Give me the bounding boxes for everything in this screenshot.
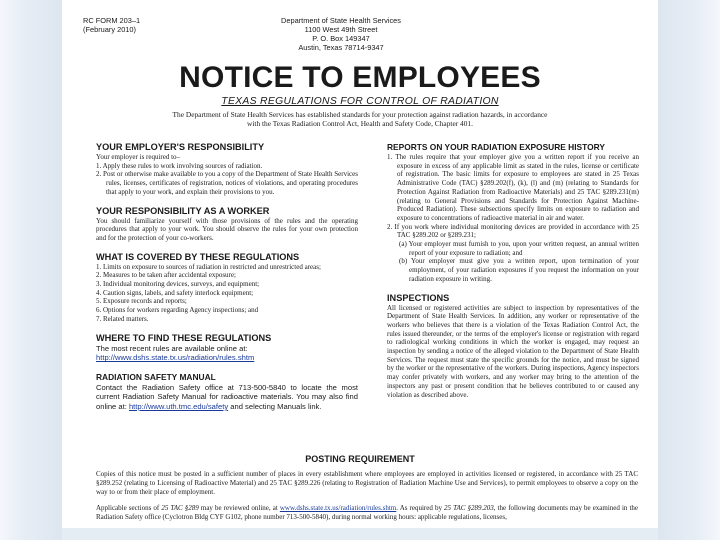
review-text-c: may be reviewed online, at [200,504,278,512]
manual-heading: RADIATION SAFETY MANUAL [96,371,216,382]
form-date: (February 2010) [83,25,136,34]
manual-url-link[interactable]: http://www.uth.tmc.edu/safety [128,401,229,411]
agency-address [266,16,416,52]
agency-name: Department of State Health Services [281,16,401,25]
document-title: NOTICE TO EMPLOYEES [179,61,541,94]
reports-list [387,153,639,240]
covered-item: 4. Caution signs, labels, and safety interlock equipment; [96,288,254,297]
manual-text-lead: Contact the Radiation Safety office at 713-500-5840 to locate the most current Radiation Safety Manual for radioactive materials. You may also find online at: [96,382,358,411]
covered-item: 3. Individual monitoring devices, surveys, and equipment; [96,280,260,289]
slide-frame-left [0,0,62,540]
inspections-heading: INSPECTIONS [387,292,450,303]
agency-street: 1100 West 49th Street [304,25,378,34]
posting-text: Copies of this notice must be posted in a sufficient number of places in every establishment where employees are employed in activities licensed or registered, in accordance with 25 TAC §289.252 (relating to Licensing of Radioactive Material) and 25 TAC §289.226 (relating to Registration of Radiation Machine Use and Services), to permit employees to observe a copy on the way to or from their place of employment. [96,470,638,496]
covered-list [96,263,358,324]
notice-document [80,12,640,540]
right-column [387,142,639,399]
posting-heading: POSTING REQUIREMENT [305,454,415,464]
reports-subitem: (b) Your employer must give you a written report, upon termination of your employment, of your radiation exposures if you request the information on your radiation exposure in writing. [399,257,639,283]
inspections-text: All licensed or registered activities are subject to inspection by representatives of the Department of State Health Services. In addition, any worker or representative of the workers who believes that there is a violation of the Texas Radiation Control Act, the rules issued thereunder, or the terms of the employer's license or registration with regard to radiological working conditions in which the worker is engaged, may request an inspection by sending a notice of the alleged violation to the Department of State Health Services. The request must state the specific grounds for the notice, and must be signed by the worker or the representative of the workers. During inspections, Agency inspectors may confer privately with workers, and any worker may bring to the attention of the inspectors any past or present condition that he believes contributed to or caused any violation as described above. [387,303,639,399]
covered-item: 7. Related matters. [96,314,149,323]
reports-subitem: (a) Your employer must furnish to you, upon your written request, an annual written report of your exposure to radiation; and [399,240,639,257]
manual-text [96,383,358,412]
where-heading: WHERE TO FIND THESE REGULATIONS [96,332,272,343]
posting-review-text [96,504,638,522]
review-text-b: 25 TAC §289 [161,504,199,512]
employer-lead: Your employer is required to– [96,153,181,161]
agency-city: Austin, Texas 78714-9347 [298,43,384,52]
covered-item: 5. Exposure records and reports; [96,297,187,306]
covered-item: 2. Measures to be taken after accidental exposure; [96,271,236,280]
agency-pobox: P. O. Box 149347 [312,34,370,43]
left-column [96,142,358,412]
review-url-link[interactable]: www.dshs.state.tx.us/radiation/rules.shtm [279,504,397,512]
slide-frame-right [658,0,720,540]
covered-heading: WHAT IS COVERED BY THESE REGULATIONS [96,251,300,262]
review-text-d: . As required by [396,504,442,512]
manual-text-tail: and selecting Manuals link. [230,401,322,411]
intro-paragraph: The Department of State Health Services has established standards for your protection against radiation hazards, in accordance with the Texas Radiation Control Act, Health and Safety Code, Chapter 401. [172,110,548,129]
where-text: The most recent rules are available online at: [96,343,248,353]
review-text-e: 25 TAC §289.203 [444,504,494,512]
reports-heading: REPORTS ON YOUR RADIATION EXPOSURE HISTORY [387,142,605,152]
employer-item: 2. Post or otherwise make available to you a copy of the Department of State Health Services rules, licenses, certificates of registration, notices of violations, and operating procedures that apply to your work, and explain their provisions to you. [96,170,358,196]
review-text-f: , the following documents may be examined in the Radiation Safety office (Cyclotron Bldg CYF G102, phone number 713-500-5840), during normal working hours: applicable regulations, licenses, [96,504,639,521]
document-subtitle: TEXAS REGULATIONS FOR CONTROL OF RADIATION [221,96,499,107]
reports-item: 2. If you work where individual monitoring devices are provided in accordance with 25 TAC §289.202 or §289.231; [387,222,639,240]
rules-url-link[interactable]: http://www.dshs.state.tx.us/radiation/rules.shtm [96,353,255,363]
employer-heading: YOUR EMPLOYER'S RESPONSIBILITY [96,142,265,152]
review-text-a: Applicable sections of [96,504,160,512]
form-id: RC FORM 203–1 [83,16,141,25]
worker-heading: YOUR RESPONSIBILITY AS A WORKER [96,205,270,216]
employer-item: 1. Apply these rules to work involving sources of radiation. [96,161,263,170]
form-identifier [83,16,140,34]
reports-sublist [387,240,639,284]
employer-list [96,162,358,197]
reports-item: 1. The rules require that your employer give you a written report if you receive an exposure in excess of any applicable limit as stated in the rules, license or certificate of registration. The basic limits for exposure to employees are stated in 25 Texas Administrative Code (TAC) §289.202(f), (k), (l) and (m) (relating to Standards for Protection Against Radiation from Radioactive Materials) and 25 TAC §289.231(m) (relating to General Provisions and Standards for Protection Against Machine-Produced Radiation). These subsections specify limits on exposure to radiation and exposure to concentrations of radioactive material in air and water. [387,153,639,222]
covered-item: 6. Options for workers regarding Agency inspections; and [96,306,259,315]
worker-text: You should familiarize yourself with those provisions of the rules and the operating procedures that apply to your work. You should observe the rules for your own protection and for the protection of your co-workers. [96,216,358,242]
covered-item: 1. Limits on exposure to sources of radiation in restricted and unrestricted areas; [96,262,321,271]
